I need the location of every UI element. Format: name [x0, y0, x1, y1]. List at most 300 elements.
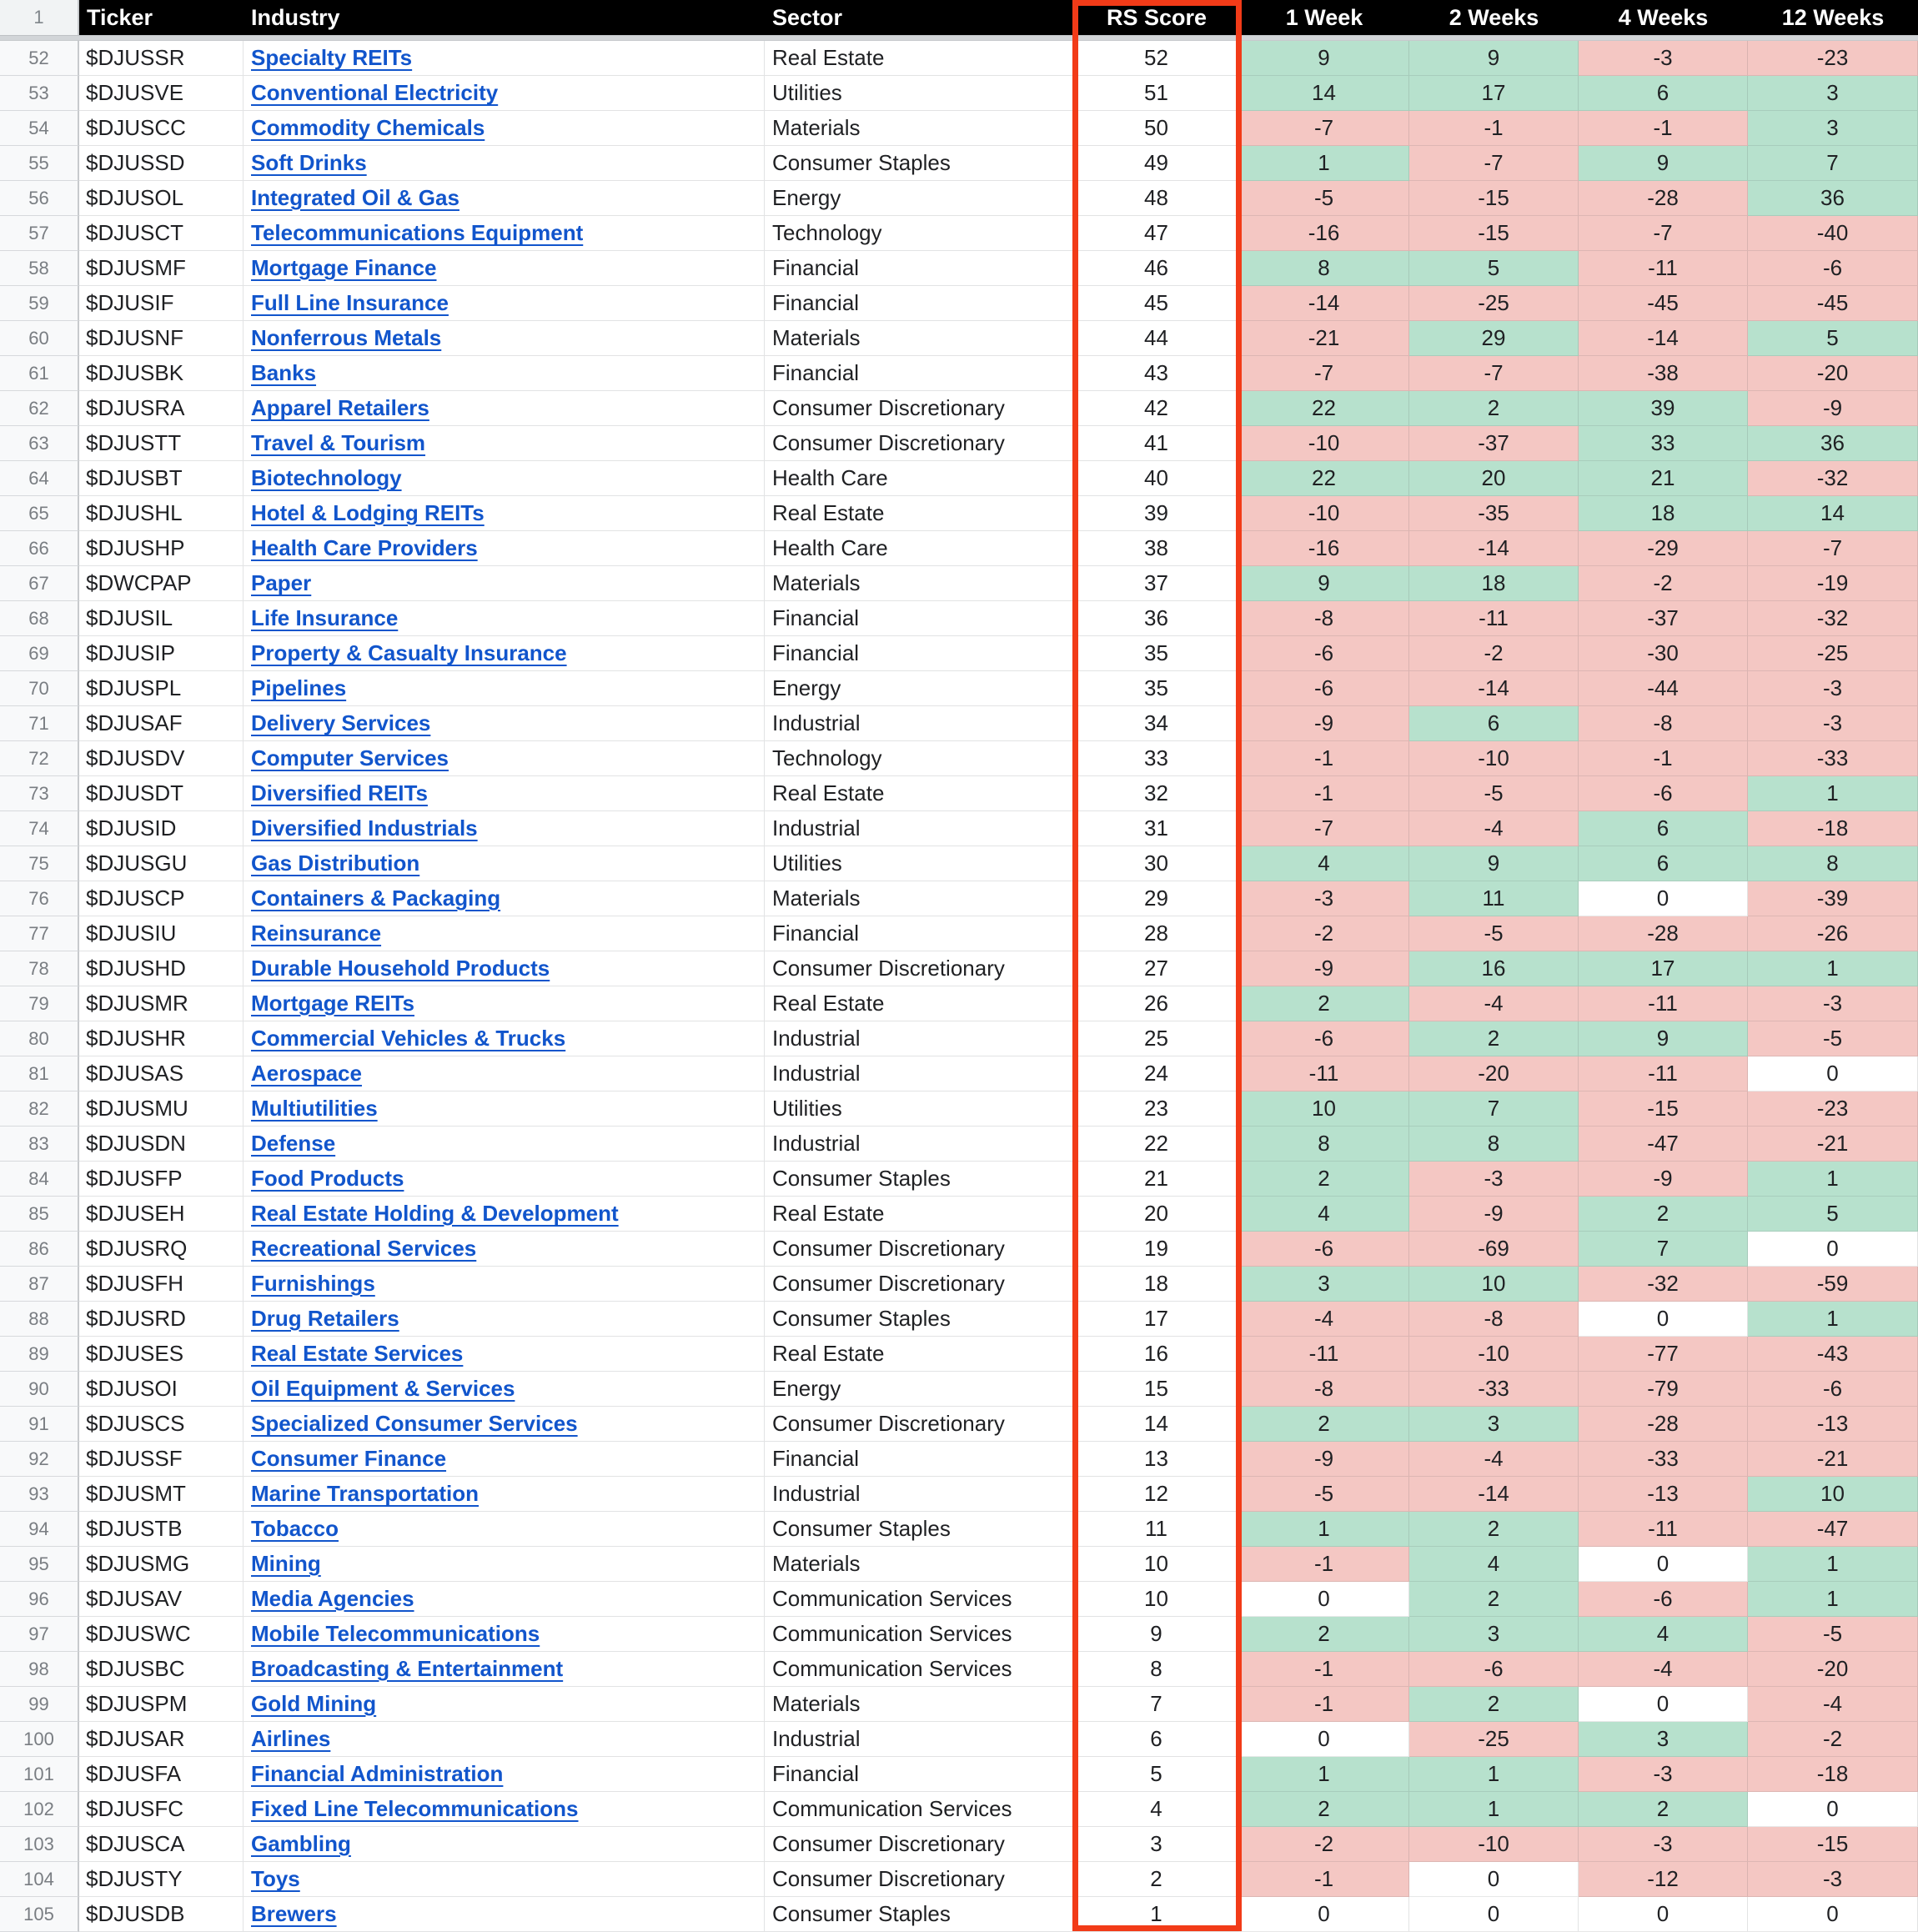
industry-link[interactable]: Media Agencies [251, 1586, 414, 1611]
change-cell-w4[interactable]: -77 [1579, 1337, 1748, 1372]
ticker-cell[interactable]: $DJUSIP [79, 636, 244, 671]
row-number[interactable]: 56 [0, 181, 79, 216]
change-cell-w1[interactable]: 1 [1239, 1757, 1409, 1792]
change-cell-w2[interactable]: -14 [1409, 1477, 1579, 1512]
change-cell-w12[interactable]: 36 [1748, 181, 1918, 216]
row-number[interactable]: 94 [0, 1512, 79, 1547]
change-cell-w1[interactable]: -9 [1239, 951, 1409, 986]
change-cell-w4[interactable]: 0 [1579, 1897, 1748, 1932]
change-cell-w1[interactable]: -3 [1239, 881, 1409, 916]
change-cell-w4[interactable]: 2 [1579, 1792, 1748, 1827]
change-cell-w4[interactable]: -79 [1579, 1372, 1748, 1407]
rs-score-cell[interactable]: 18 [1074, 1267, 1239, 1302]
change-cell-w1[interactable]: 4 [1239, 1197, 1409, 1232]
rs-score-cell[interactable]: 41 [1074, 426, 1239, 461]
rs-score-cell[interactable]: 36 [1074, 601, 1239, 636]
change-cell-w4[interactable]: 6 [1579, 846, 1748, 881]
change-cell-w1[interactable]: 9 [1239, 566, 1409, 601]
ticker-cell[interactable]: $DJUSFA [79, 1757, 244, 1792]
change-cell-w12[interactable]: -13 [1748, 1407, 1918, 1442]
change-cell-w1[interactable]: -1 [1239, 1687, 1409, 1722]
change-cell-w12[interactable]: -21 [1748, 1127, 1918, 1162]
change-cell-w1[interactable]: -14 [1239, 286, 1409, 321]
change-cell-w4[interactable]: -38 [1579, 356, 1748, 391]
change-cell-w12[interactable]: -19 [1748, 566, 1918, 601]
industry-link[interactable]: Computer Services [251, 745, 449, 770]
ticker-cell[interactable]: $DJUSPL [79, 671, 244, 706]
change-cell-w1[interactable]: -1 [1239, 1547, 1409, 1582]
row-number[interactable]: 79 [0, 986, 79, 1021]
change-cell-w2[interactable]: -15 [1409, 216, 1579, 251]
industry-link[interactable]: Fixed Line Telecommunications [251, 1796, 579, 1821]
ticker-cell[interactable]: $DJUSIU [79, 916, 244, 951]
change-cell-w4[interactable]: -28 [1579, 916, 1748, 951]
row-number[interactable]: 52 [0, 41, 79, 76]
industry-link[interactable]: Airlines [251, 1726, 331, 1751]
ticker-cell[interactable]: $DJUSMU [79, 1091, 244, 1127]
row-number[interactable]: 57 [0, 216, 79, 251]
change-cell-w4[interactable]: -37 [1579, 601, 1748, 636]
change-cell-w2[interactable]: 2 [1409, 391, 1579, 426]
rs-score-cell[interactable]: 12 [1074, 1477, 1239, 1512]
sector-cell[interactable]: Consumer Discretionary [765, 1862, 1074, 1897]
change-cell-w1[interactable]: 4 [1239, 846, 1409, 881]
industry-link[interactable]: Biotechnology [251, 465, 402, 490]
sector-cell[interactable]: Materials [765, 1547, 1074, 1582]
industry-link[interactable]: Specialty REITs [251, 45, 413, 70]
change-cell-w1[interactable]: 0 [1239, 1897, 1409, 1932]
change-cell-w4[interactable]: -7 [1579, 216, 1748, 251]
industry-link[interactable]: Drug Retailers [251, 1306, 399, 1331]
row-number[interactable]: 53 [0, 76, 79, 111]
change-cell-w4[interactable]: -1 [1579, 741, 1748, 776]
column-header-4-weeks[interactable]: 4 Weeks [1618, 4, 1709, 30]
ticker-cell[interactable]: $DJUSRQ [79, 1232, 244, 1267]
rs-score-cell[interactable]: 32 [1074, 776, 1239, 811]
industry-link[interactable]: Nonferrous Metals [251, 325, 442, 350]
change-cell-w12[interactable]: 1 [1748, 1162, 1918, 1197]
ticker-cell[interactable]: $DJUSFP [79, 1162, 244, 1197]
rs-score-cell[interactable]: 21 [1074, 1162, 1239, 1197]
change-cell-w1[interactable]: -2 [1239, 916, 1409, 951]
row-number[interactable]: 70 [0, 671, 79, 706]
ticker-cell[interactable]: $DJUSGU [79, 846, 244, 881]
change-cell-w4[interactable]: -30 [1579, 636, 1748, 671]
change-cell-w12[interactable]: -18 [1748, 1757, 1918, 1792]
sector-cell[interactable]: Industrial [765, 811, 1074, 846]
change-cell-w4[interactable]: -15 [1579, 1091, 1748, 1127]
ticker-cell[interactable]: $DJUSEH [79, 1197, 244, 1232]
rs-score-cell[interactable]: 40 [1074, 461, 1239, 496]
change-cell-w1[interactable]: -6 [1239, 1232, 1409, 1267]
sector-cell[interactable]: Consumer Staples [765, 1897, 1074, 1932]
ticker-cell[interactable]: $DJUSOI [79, 1372, 244, 1407]
rs-score-cell[interactable]: 13 [1074, 1442, 1239, 1477]
row-number[interactable]: 64 [0, 461, 79, 496]
rs-score-cell[interactable]: 14 [1074, 1407, 1239, 1442]
change-cell-w1[interactable]: -1 [1239, 1862, 1409, 1897]
row-number[interactable]: 81 [0, 1056, 79, 1091]
change-cell-w12[interactable]: -3 [1748, 1862, 1918, 1897]
row-number[interactable]: 98 [0, 1652, 79, 1687]
change-cell-w12[interactable]: -5 [1748, 1617, 1918, 1652]
change-cell-w2[interactable]: 0 [1409, 1862, 1579, 1897]
sector-cell[interactable]: Materials [765, 881, 1074, 916]
sector-cell[interactable]: Communication Services [765, 1652, 1074, 1687]
sector-cell[interactable]: Financial [765, 286, 1074, 321]
row-number[interactable]: 96 [0, 1582, 79, 1617]
change-cell-w12[interactable]: 0 [1748, 1792, 1918, 1827]
sector-cell[interactable]: Communication Services [765, 1582, 1074, 1617]
change-cell-w12[interactable]: 36 [1748, 426, 1918, 461]
industry-link[interactable]: Gambling [251, 1831, 351, 1856]
industry-link[interactable]: Diversified REITs [251, 780, 428, 805]
change-cell-w12[interactable]: 1 [1748, 1547, 1918, 1582]
rs-score-cell[interactable]: 17 [1074, 1302, 1239, 1337]
rs-score-cell[interactable]: 39 [1074, 496, 1239, 531]
change-cell-w4[interactable]: 9 [1579, 146, 1748, 181]
industry-link[interactable]: Consumer Finance [251, 1446, 447, 1471]
sector-cell[interactable]: Materials [765, 566, 1074, 601]
ticker-cell[interactable]: $DJUSTT [79, 426, 244, 461]
industry-link[interactable]: Mining [251, 1551, 321, 1576]
change-cell-w1[interactable]: 2 [1239, 1792, 1409, 1827]
column-header-rs-score[interactable]: RS Score [1106, 4, 1208, 30]
row-number[interactable]: 104 [0, 1862, 79, 1897]
sector-cell[interactable]: Consumer Staples [765, 1162, 1074, 1197]
ticker-cell[interactable]: $DJUSFC [79, 1792, 244, 1827]
change-cell-w12[interactable]: -20 [1748, 1652, 1918, 1687]
industry-link[interactable]: Financial Administration [251, 1761, 504, 1786]
change-cell-w1[interactable]: -5 [1239, 181, 1409, 216]
change-cell-w12[interactable]: -9 [1748, 391, 1918, 426]
change-cell-w2[interactable]: 2 [1409, 1687, 1579, 1722]
row-number[interactable]: 97 [0, 1617, 79, 1652]
industry-link[interactable]: Soft Drinks [251, 150, 367, 175]
rs-score-cell[interactable]: 45 [1074, 286, 1239, 321]
row-number[interactable]: 77 [0, 916, 79, 951]
change-cell-w1[interactable]: -10 [1239, 496, 1409, 531]
change-cell-w2[interactable]: -14 [1409, 531, 1579, 566]
sector-cell[interactable]: Industrial [765, 1127, 1074, 1162]
change-cell-w4[interactable]: -11 [1579, 986, 1748, 1021]
industry-link[interactable]: Tobacco [251, 1516, 339, 1541]
industry-link[interactable]: Gold Mining [251, 1691, 377, 1716]
change-cell-w1[interactable]: -7 [1239, 111, 1409, 146]
row-number[interactable]: 84 [0, 1162, 79, 1197]
row-number[interactable]: 88 [0, 1302, 79, 1337]
change-cell-w2[interactable]: 4 [1409, 1547, 1579, 1582]
sector-cell[interactable]: Real Estate [765, 1337, 1074, 1372]
change-cell-w12[interactable]: -23 [1748, 1091, 1918, 1127]
change-cell-w2[interactable]: -10 [1409, 741, 1579, 776]
industry-link[interactable]: Marine Transportation [251, 1481, 480, 1506]
change-cell-w12[interactable]: -6 [1748, 251, 1918, 286]
row-number[interactable]: 90 [0, 1372, 79, 1407]
ticker-cell[interactable]: $DJUSRA [79, 391, 244, 426]
rs-score-cell[interactable]: 2 [1074, 1862, 1239, 1897]
change-cell-w2[interactable]: 1 [1409, 1792, 1579, 1827]
change-cell-w12[interactable]: -4 [1748, 1687, 1918, 1722]
row-number[interactable]: 66 [0, 531, 79, 566]
rs-score-cell[interactable]: 22 [1074, 1127, 1239, 1162]
ticker-cell[interactable]: $DJUSSR [79, 41, 244, 76]
change-cell-w1[interactable]: -9 [1239, 1442, 1409, 1477]
rs-score-cell[interactable]: 11 [1074, 1512, 1239, 1547]
row-number[interactable]: 74 [0, 811, 79, 846]
rs-score-cell[interactable]: 43 [1074, 356, 1239, 391]
industry-link[interactable]: Real Estate Services [251, 1341, 464, 1366]
column-header-2-weeks[interactable]: 2 Weeks [1449, 4, 1539, 30]
rs-score-cell[interactable]: 10 [1074, 1547, 1239, 1582]
change-cell-w12[interactable]: -6 [1748, 1372, 1918, 1407]
rs-score-cell[interactable]: 19 [1074, 1232, 1239, 1267]
ticker-cell[interactable]: $DJUSMF [79, 251, 244, 286]
ticker-cell[interactable]: $DJUSCP [79, 881, 244, 916]
change-cell-w4[interactable]: 17 [1579, 951, 1748, 986]
ticker-cell[interactable]: $DJUSSF [79, 1442, 244, 1477]
sector-cell[interactable]: Health Care [765, 461, 1074, 496]
rs-score-cell[interactable]: 10 [1074, 1582, 1239, 1617]
rs-score-cell[interactable]: 50 [1074, 111, 1239, 146]
change-cell-w4[interactable]: 9 [1579, 1021, 1748, 1056]
row-number[interactable]: 87 [0, 1267, 79, 1302]
change-cell-w12[interactable]: -25 [1748, 636, 1918, 671]
change-cell-w2[interactable]: 2 [1409, 1021, 1579, 1056]
sector-cell[interactable]: Financial [765, 636, 1074, 671]
change-cell-w4[interactable]: -3 [1579, 1827, 1748, 1862]
column-header-12-weeks[interactable]: 12 Weeks [1781, 4, 1885, 30]
rs-score-cell[interactable]: 20 [1074, 1197, 1239, 1232]
change-cell-w12[interactable]: -45 [1748, 286, 1918, 321]
change-cell-w2[interactable]: -14 [1409, 671, 1579, 706]
industry-link[interactable]: Mobile Telecommunications [251, 1621, 540, 1646]
change-cell-w4[interactable]: 0 [1579, 881, 1748, 916]
change-cell-w2[interactable]: -4 [1409, 811, 1579, 846]
row-number[interactable]: 60 [0, 321, 79, 356]
change-cell-w1[interactable]: 8 [1239, 251, 1409, 286]
row-number[interactable]: 99 [0, 1687, 79, 1722]
ticker-cell[interactable]: $DWCPAP [79, 566, 244, 601]
change-cell-w1[interactable]: -4 [1239, 1302, 1409, 1337]
change-cell-w12[interactable]: 0 [1748, 1232, 1918, 1267]
change-cell-w12[interactable]: 5 [1748, 321, 1918, 356]
row-number[interactable]: 101 [0, 1757, 79, 1792]
change-cell-w1[interactable]: 0 [1239, 1722, 1409, 1757]
rs-score-cell[interactable]: 26 [1074, 986, 1239, 1021]
rs-score-cell[interactable]: 9 [1074, 1617, 1239, 1652]
change-cell-w2[interactable]: -9 [1409, 1197, 1579, 1232]
sector-cell[interactable]: Real Estate [765, 41, 1074, 76]
rs-score-cell[interactable]: 49 [1074, 146, 1239, 181]
change-cell-w2[interactable]: 7 [1409, 1091, 1579, 1127]
sector-cell[interactable]: Industrial [765, 1056, 1074, 1091]
change-cell-w2[interactable]: 9 [1409, 846, 1579, 881]
change-cell-w12[interactable]: 10 [1748, 1477, 1918, 1512]
change-cell-w1[interactable]: -2 [1239, 1827, 1409, 1862]
change-cell-w1[interactable]: -16 [1239, 216, 1409, 251]
rs-score-cell[interactable]: 5 [1074, 1757, 1239, 1792]
rs-score-cell[interactable]: 6 [1074, 1722, 1239, 1757]
change-cell-w12[interactable]: -40 [1748, 216, 1918, 251]
rs-score-cell[interactable]: 15 [1074, 1372, 1239, 1407]
change-cell-w12[interactable]: -15 [1748, 1827, 1918, 1862]
ticker-cell[interactable]: $DJUSFH [79, 1267, 244, 1302]
change-cell-w2[interactable]: 18 [1409, 566, 1579, 601]
change-cell-w4[interactable]: -33 [1579, 1442, 1748, 1477]
rs-score-cell[interactable]: 38 [1074, 531, 1239, 566]
change-cell-w2[interactable]: 29 [1409, 321, 1579, 356]
change-cell-w4[interactable]: -11 [1579, 1056, 1748, 1091]
change-cell-w4[interactable]: -44 [1579, 671, 1748, 706]
change-cell-w4[interactable]: 0 [1579, 1547, 1748, 1582]
ticker-cell[interactable]: $DJUSNF [79, 321, 244, 356]
industry-link[interactable]: Travel & Tourism [251, 430, 426, 455]
industry-link[interactable]: Delivery Services [251, 710, 431, 735]
ticker-cell[interactable]: $DJUSAF [79, 706, 244, 741]
industry-link[interactable]: Reinsurance [251, 921, 382, 946]
ticker-cell[interactable]: $DJUSCA [79, 1827, 244, 1862]
industry-link[interactable]: Aerospace [251, 1061, 362, 1086]
change-cell-w1[interactable]: -5 [1239, 1477, 1409, 1512]
change-cell-w2[interactable]: 10 [1409, 1267, 1579, 1302]
change-cell-w1[interactable]: 3 [1239, 1267, 1409, 1302]
industry-link[interactable]: Oil Equipment & Services [251, 1376, 515, 1401]
change-cell-w2[interactable]: 2 [1409, 1512, 1579, 1547]
ticker-cell[interactable]: $DJUSMT [79, 1477, 244, 1512]
change-cell-w1[interactable]: -6 [1239, 636, 1409, 671]
change-cell-w1[interactable]: -6 [1239, 1021, 1409, 1056]
sector-cell[interactable]: Health Care [765, 531, 1074, 566]
rs-score-cell[interactable]: 42 [1074, 391, 1239, 426]
sector-cell[interactable]: Consumer Staples [765, 1302, 1074, 1337]
sector-cell[interactable]: Industrial [765, 1021, 1074, 1056]
change-cell-w4[interactable]: 2 [1579, 1197, 1748, 1232]
change-cell-w12[interactable]: -47 [1748, 1512, 1918, 1547]
change-cell-w1[interactable]: 14 [1239, 76, 1409, 111]
row-number[interactable]: 100 [0, 1722, 79, 1757]
change-cell-w12[interactable]: 3 [1748, 111, 1918, 146]
sector-cell[interactable]: Financial [765, 1757, 1074, 1792]
change-cell-w1[interactable]: 10 [1239, 1091, 1409, 1127]
change-cell-w4[interactable]: -11 [1579, 251, 1748, 286]
row-number[interactable]: 91 [0, 1407, 79, 1442]
change-cell-w12[interactable]: 1 [1748, 776, 1918, 811]
ticker-cell[interactable]: $DJUSIF [79, 286, 244, 321]
industry-link[interactable]: Multiutilities [251, 1096, 378, 1121]
change-cell-w4[interactable]: -11 [1579, 1512, 1748, 1547]
sector-cell[interactable]: Consumer Discretionary [765, 426, 1074, 461]
ticker-cell[interactable]: $DJUSAR [79, 1722, 244, 1757]
row-number[interactable]: 95 [0, 1547, 79, 1582]
change-cell-w4[interactable]: -6 [1579, 776, 1748, 811]
industry-link[interactable]: Durable Household Products [251, 956, 550, 981]
sector-cell[interactable]: Financial [765, 916, 1074, 951]
sector-cell[interactable]: Industrial [765, 1722, 1074, 1757]
change-cell-w4[interactable]: -45 [1579, 286, 1748, 321]
change-cell-w2[interactable]: 1 [1409, 1757, 1579, 1792]
change-cell-w4[interactable]: -32 [1579, 1267, 1748, 1302]
change-cell-w2[interactable]: 17 [1409, 76, 1579, 111]
change-cell-w4[interactable]: 6 [1579, 811, 1748, 846]
column-header-industry[interactable]: Industry [251, 4, 340, 30]
change-cell-w2[interactable]: -8 [1409, 1302, 1579, 1337]
column-header-ticker[interactable]: Ticker [87, 4, 153, 30]
change-cell-w1[interactable]: 9 [1239, 41, 1409, 76]
rs-score-cell[interactable]: 48 [1074, 181, 1239, 216]
rs-score-cell[interactable]: 1 [1074, 1897, 1239, 1932]
row-number[interactable]: 89 [0, 1337, 79, 1372]
ticker-cell[interactable]: $DJUSWC [79, 1617, 244, 1652]
sector-cell[interactable]: Energy [765, 671, 1074, 706]
rs-score-cell[interactable]: 44 [1074, 321, 1239, 356]
row-number[interactable]: 78 [0, 951, 79, 986]
change-cell-w1[interactable]: -8 [1239, 601, 1409, 636]
sector-cell[interactable]: Consumer Discretionary [765, 391, 1074, 426]
change-cell-w2[interactable]: -7 [1409, 356, 1579, 391]
change-cell-w2[interactable]: -25 [1409, 286, 1579, 321]
change-cell-w4[interactable]: -14 [1579, 321, 1748, 356]
ticker-cell[interactable]: $DJUSAV [79, 1582, 244, 1617]
change-cell-w2[interactable]: -11 [1409, 601, 1579, 636]
rs-score-cell[interactable]: 30 [1074, 846, 1239, 881]
change-cell-w2[interactable]: 0 [1409, 1897, 1579, 1932]
change-cell-w12[interactable]: -3 [1748, 671, 1918, 706]
sector-cell[interactable]: Communication Services [765, 1617, 1074, 1652]
change-cell-w2[interactable]: -15 [1409, 181, 1579, 216]
change-cell-w2[interactable]: -4 [1409, 1442, 1579, 1477]
change-cell-w4[interactable]: -3 [1579, 41, 1748, 76]
ticker-cell[interactable]: $DJUSAS [79, 1056, 244, 1091]
industry-link[interactable]: Health Care Providers [251, 535, 478, 560]
ticker-cell[interactable]: $DJUSPM [79, 1687, 244, 1722]
change-cell-w2[interactable]: -25 [1409, 1722, 1579, 1757]
row-number[interactable]: 62 [0, 391, 79, 426]
ticker-cell[interactable]: $DJUSHP [79, 531, 244, 566]
change-cell-w12[interactable]: -33 [1748, 741, 1918, 776]
rs-score-cell[interactable]: 29 [1074, 881, 1239, 916]
row-number[interactable]: 58 [0, 251, 79, 286]
rs-score-cell[interactable]: 35 [1074, 636, 1239, 671]
change-cell-w4[interactable]: 4 [1579, 1617, 1748, 1652]
industry-link[interactable]: Telecommunications Equipment [251, 220, 584, 245]
row-number[interactable]: 69 [0, 636, 79, 671]
change-cell-w4[interactable]: 0 [1579, 1302, 1748, 1337]
ticker-cell[interactable]: $DJUSTB [79, 1512, 244, 1547]
change-cell-w2[interactable]: -20 [1409, 1056, 1579, 1091]
sector-cell[interactable]: Real Estate [765, 776, 1074, 811]
rs-score-cell[interactable]: 47 [1074, 216, 1239, 251]
ticker-cell[interactable]: $DJUSID [79, 811, 244, 846]
ticker-cell[interactable]: $DJUSRD [79, 1302, 244, 1337]
rs-score-cell[interactable]: 46 [1074, 251, 1239, 286]
rs-score-cell[interactable]: 28 [1074, 916, 1239, 951]
row-number[interactable]: 72 [0, 741, 79, 776]
change-cell-w12[interactable]: -7 [1748, 531, 1918, 566]
change-cell-w12[interactable]: 14 [1748, 496, 1918, 531]
change-cell-w2[interactable]: 20 [1409, 461, 1579, 496]
industry-link[interactable]: Toys [251, 1866, 300, 1891]
change-cell-w12[interactable]: 7 [1748, 146, 1918, 181]
change-cell-w2[interactable]: -5 [1409, 776, 1579, 811]
rs-score-cell[interactable]: 3 [1074, 1827, 1239, 1862]
change-cell-w2[interactable]: -37 [1409, 426, 1579, 461]
industry-link[interactable]: Apparel Retailers [251, 395, 429, 420]
ticker-cell[interactable]: $DJUSIL [79, 601, 244, 636]
sector-cell[interactable]: Materials [765, 321, 1074, 356]
industry-link[interactable]: Specialized Consumer Services [251, 1411, 578, 1436]
rs-score-cell[interactable]: 8 [1074, 1652, 1239, 1687]
